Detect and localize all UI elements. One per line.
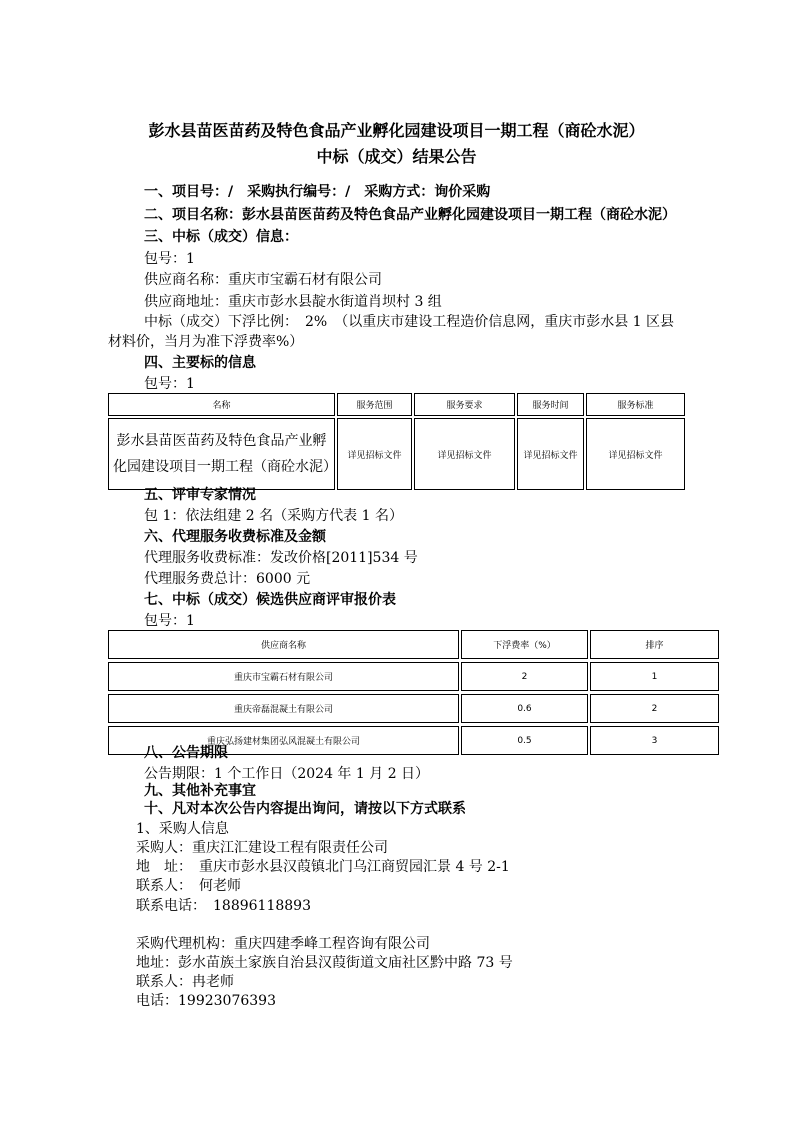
table-cell: 1	[591, 663, 719, 691]
section-7-package: 包号：1	[144, 613, 195, 629]
contact-buyer-heading: 1、采购人信息	[136, 821, 229, 837]
table-header: 服务时间	[518, 394, 584, 416]
section-3-package: 包号：1	[144, 251, 195, 267]
section-2-project-name: 二、项目名称：彭水县苗医苗药及特色食品产业孵化园建设项目一期工程（商砼水泥）	[144, 207, 676, 223]
table-cell: 详见招标文件	[338, 419, 412, 490]
table-cell: 重庆帝磊混凝土有限公司	[109, 695, 459, 723]
table-header: 服务标准	[587, 394, 685, 416]
section-5-heading: 五、评审专家情况	[144, 487, 256, 503]
table-row	[109, 663, 719, 691]
table-cell: 3	[591, 727, 719, 755]
table-cell: 详见招标文件	[587, 419, 685, 490]
table-cell: 重庆弘扬建材集团弘风混凝土有限公司	[109, 727, 459, 755]
table-cell: 详见招标文件	[415, 419, 515, 490]
section-9-heading: 九、其他补充事宜	[144, 783, 256, 799]
table-cell: 2	[591, 695, 719, 723]
table-cell: 2	[462, 663, 588, 691]
title-line-2: 中标（成交）结果公告	[316, 147, 477, 166]
section-1-project-number: 一、项目号：/ 采购执行编号：/ 采购方式：询价采购	[144, 184, 491, 200]
section-4-heading: 四、主要标的信息	[144, 355, 256, 371]
agency-phone: 电话：19923076393	[136, 993, 276, 1009]
table-header: 服务范围	[338, 394, 412, 416]
section-3-supplier-address: 供应商地址：重庆市彭水县靛水街道肖坝村 3 组	[144, 294, 442, 310]
section-3-ratio-line-2: 材料价，当月为准下浮费率%）	[108, 334, 304, 350]
section-3-heading: 三、中标（成交）信息：	[144, 229, 298, 245]
title-line-1: 彭水县苗医苗药及特色食品产业孵化园建设项目一期工程（商砼水泥）	[148, 121, 645, 140]
table-header: 下浮费率（%）	[462, 631, 588, 659]
table-header: 排序	[591, 631, 719, 659]
section-3-supplier-name: 供应商名称：重庆市宝霸石材有限公司	[144, 272, 382, 288]
table-cell: 0.5	[462, 727, 588, 755]
section-6-fee-total: 代理服务费总计：6000 元	[144, 571, 311, 587]
table-cell-name: 彭水县苗医苗药及特色食品产业孵化园建设项目一期工程（商砼水泥）	[109, 419, 335, 490]
contact-buyer-name: 采购人：重庆江汇建设工程有限责任公司	[136, 840, 388, 856]
table-header: 供应商名称	[109, 631, 459, 659]
table-header: 名称	[109, 394, 335, 416]
candidate-quote-table	[108, 630, 719, 755]
table-cell: 详见招标文件	[518, 419, 584, 490]
section-3-ratio-line-1: 中标（成交）下浮比例： 2% （以重庆市建设工程造价信息网，重庆市彭水县 1 区县	[144, 314, 675, 330]
section-4-package: 包号：1	[144, 376, 195, 392]
contact-buyer-address: 地 址： 重庆市彭水县汉葭镇北门乌江商贸园汇景 4 号 2-1	[136, 859, 510, 875]
table-cell: 0.6	[462, 695, 588, 723]
section-7-heading: 七、中标（成交）候选供应商评审报价表	[144, 592, 396, 608]
table-header: 服务要求	[415, 394, 515, 416]
table-cell: 重庆市宝霸石材有限公司	[109, 663, 459, 691]
section-8-heading: 八、公告期限	[144, 745, 228, 761]
section-10-heading: 十、凡对本次公告内容提出询问，请按以下方式联系	[144, 801, 466, 817]
agency-name: 采购代理机构：重庆四建季峰工程咨询有限公司	[136, 936, 430, 952]
section-6-heading: 六、代理服务收费标准及金额	[144, 529, 326, 545]
subject-info-table	[108, 393, 685, 490]
section-8-text: 公告期限：1 个工作日（2024 年 1 月 2 日）	[144, 766, 430, 782]
section-5-text: 包 1：依法组建 2 名（采购方代表 1 名）	[144, 508, 403, 524]
contact-buyer-phone: 联系电话： 18896118893	[136, 898, 311, 914]
agency-contact: 联系人：冉老师	[136, 974, 234, 990]
agency-address: 地址：彭水苗族土家族自治县汉葭街道文庙社区黔中路 73 号	[136, 955, 513, 971]
contact-buyer-person: 联系人： 何老师	[136, 878, 241, 894]
table-row	[109, 695, 719, 723]
section-6-fee-standard: 代理服务收费标准：发改价格[2011]534 号	[144, 550, 418, 566]
